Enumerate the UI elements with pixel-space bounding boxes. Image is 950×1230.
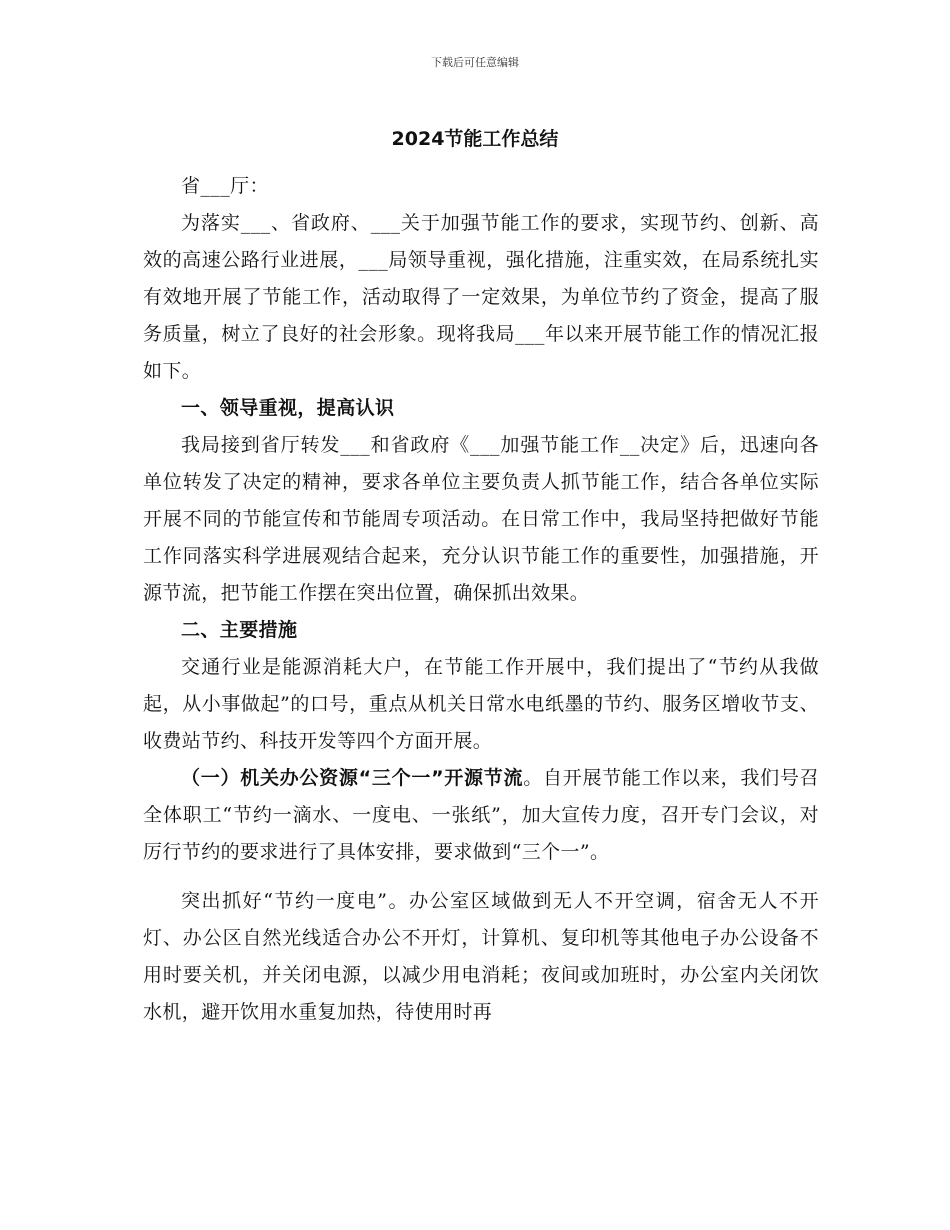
subsection-1-paragraph [143, 760, 819, 871]
subsection-1-text: 。自开展节能工作以来，我们号召全体职工“节约一滴水、一度电、一张纸”，加大宣传力度，召开专门会议，对厉行节约的要求进行了具体安排，要求做到“三个一”。 [143, 767, 819, 863]
section-heading-1: 一、领导重视，提高认识 [181, 397, 395, 419]
document-body [143, 168, 819, 1031]
intro-paragraph: 为落实___、省政府、___关于加强节能工作的要求，实现节约、创新、高效的高速公路行业进展，___局领导重视，强化措施，注重实效，在局系统扎实有效地开展了节能工作，活动取得了一定效果，为单位节约了资金，提高了服务质量，树立了良好的社会形象。现将我局___年以来开展节能工作的情况汇报如下。 [143, 212, 819, 382]
page-header-note: 下载后可任意编辑 [431, 56, 519, 69]
salutation: 省___厅： [181, 175, 269, 197]
electricity-paragraph: 突出抓好“节约一度电”。办公室区域做到无人不开空调，宿舍无人不开灯、办公区自然光线适合办公不开灯，计算机、复印机等其他电子办公设备不用时要关机，并关闭电源，以减少用电消耗；夜间或加班时，办公室内关闭饮水机，避开饮用水重复加热，待使用时再 [143, 890, 819, 1023]
subsection-1-lead: （一）机关办公资源“三个一”开源节流 [181, 767, 524, 789]
section-heading-2: 二、主要措施 [181, 619, 298, 641]
document-title: 2024节能工作总结 [391, 128, 559, 150]
section-1-paragraph: 我局接到省厅转发___和省政府《___加强节能工作__决定》后，迅速向各单位转发了决定的精神，要求各单位主要负责人抓节能工作，结合各单位实际开展不同的节能宣传和节能周专项活动。在日常工作中，我局坚持把做好节能工作同落实科学进展观结合起来，充分认识节能工作的重要性，加强措施，开源节流，把节能工作摆在突出位置，确保抓出效果。 [143, 434, 819, 604]
section-2-paragraph: 交通行业是能源消耗大户，在节能工作开展中，我们提出了“节约从我做起，从小事做起”的口号，重点从机关日常水电纸墨的节约、服务区增收节支、收费站节约、科技开发等四个方面开展。 [143, 656, 819, 752]
